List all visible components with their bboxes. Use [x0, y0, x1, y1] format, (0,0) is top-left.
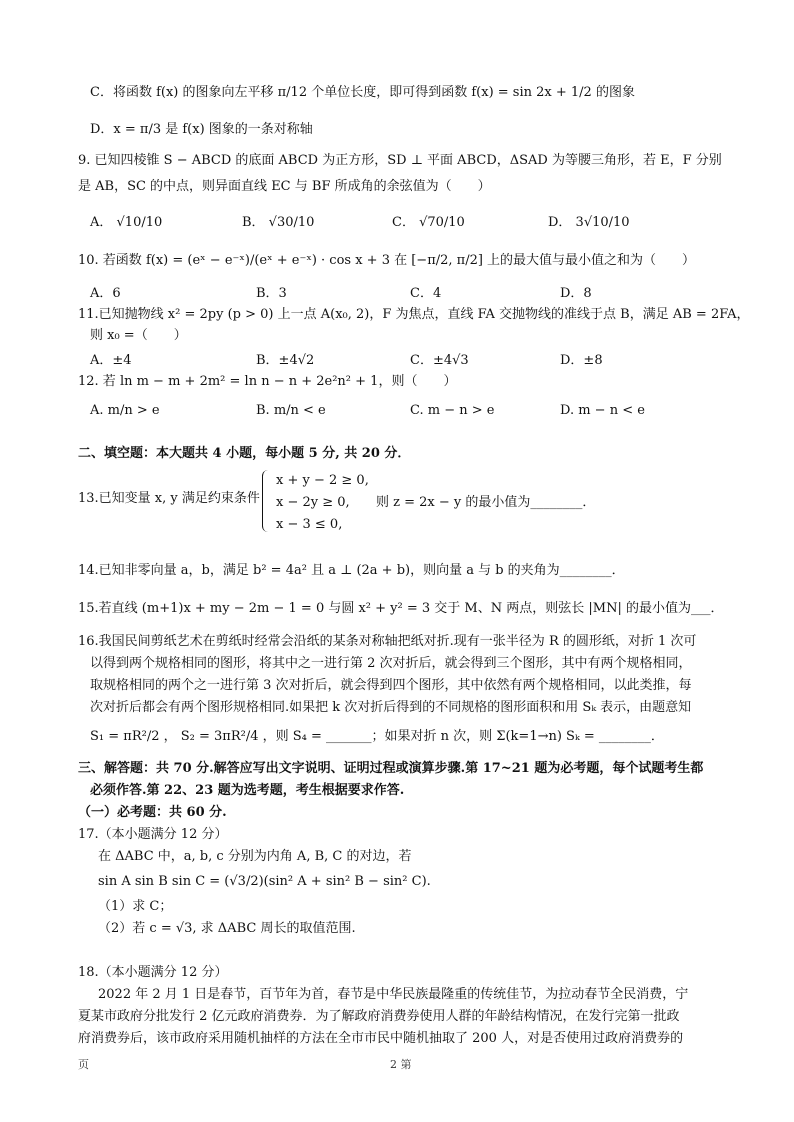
- constraint-1: x + y − 2 ≥ 0,: [276, 473, 369, 488]
- question-16-line-2: 以得到两个规格相同的图形，将其中之一进行第 2 次对折后，就会得到三个图形，其中有两个规格相同，: [90, 656, 692, 671]
- question-16-line-5: S₁ = πR²/2 ， S₂ = 3πR²/4 ，则 S₄ = _______；如果对折 n 次，则 Σ(k=1→n) Sₖ = ________．: [90, 729, 664, 744]
- q11-option-d: D．±8: [560, 353, 603, 368]
- question-10: 10. 若函数 f(x) = (eˣ − e⁻ˣ)/(eˣ + e⁻ˣ) · cos x + 3 在 [−π/2, π/2] 上的最大值与最小值之和为（ ）: [78, 253, 696, 268]
- question-18-line-2: 夏某市政府分批发行 2 亿元政府消费券．为了解政府消费券使用人群的年龄结构情况，在发行完第一批政: [78, 1009, 680, 1024]
- question-9: 9. 已知四棱锥 S − ABCD 的底面 ABCD 为正方形，SD ⊥ 平面 ABCD，ΔSAD 为等腰三角形，若 E，F 分别: [78, 153, 722, 168]
- footer-left: 页: [78, 1058, 89, 1071]
- option-8d: D．x = π/3 是 f(x) 图象的一条对称轴: [90, 122, 313, 137]
- section-3-heading-cont: 必须作答.第 22、23 题为选考题，考生根据要求作答.: [90, 783, 405, 798]
- question-13: 13.已知变量 x, y 满足约束条件: [78, 491, 260, 506]
- question-11: 11.已知抛物线 x² = 2py (p > 0) 上一点 A(x₀, 2)，F 为焦点，直线 FA 交抛物线的准线于点 B，满足 AB = 2FA，: [78, 307, 750, 322]
- question-13-objective: 则 z = 2x − y 的最小值为________．: [376, 495, 596, 510]
- q12-option-d: D. m − n < e: [560, 403, 645, 418]
- q11-option-c: C．±4√3: [410, 353, 469, 368]
- constraint-3: x − 3 ≤ 0,: [276, 517, 343, 532]
- q9-option-d: D． 3√10/10: [548, 215, 630, 230]
- q12-option-a: A. m/n > e: [90, 403, 160, 418]
- question-16-line-1: 16.我国民间剪纸艺术在剪纸时经常会沿纸的某条对称轴把纸对折.现有一张半径为 R 的圆形纸，对折 1 次可: [78, 634, 697, 649]
- question-12: 12. 若 ln m − m + 2m² = ln n − n + 2e²n² + 1，则（ ）: [78, 374, 457, 389]
- question-11-cont: 则 x₀ =（ ）: [90, 328, 187, 343]
- q11-option-a: A．±4: [90, 353, 132, 368]
- question-18-line-3: 府消费券后，该市政府采用随机抽样的方法在全市市民中随机抽取了 200 人，对是否使用过政府消费券的: [78, 1031, 684, 1046]
- question-16-line-3: 取规格相同的两个之一进行第 3 次对折后，就会得到四个图形，其中依然有两个规格相同，以此类推，每: [90, 678, 692, 693]
- q12-option-b: B. m/n < e: [256, 403, 326, 418]
- question-16-line-4: 次对折后都会有两个图形规格相同.如果把 k 次对折后得到的不同规格的图形面积和用 Sₖ 表示，由题意知: [90, 700, 692, 715]
- question-9-cont: 是 AB，SC 的中点，则异面直线 EC 与 BF 所成角的余弦值为（ ）: [78, 179, 491, 194]
- q9-option-a: A． √10/10: [90, 215, 163, 230]
- question-17-part-1: （1）求 C；: [98, 899, 173, 914]
- question-18-line-1: 2022 年 2 月 1 日是春节，百节年为首，春节是中华民族最隆重的传统佳节，为拉动春节全民消费，宁: [98, 987, 689, 1002]
- q12-option-c: C. m − n > e: [410, 403, 495, 418]
- footer-page-number: 2 第: [390, 1058, 412, 1071]
- option-8c: C．将函数 f(x) 的图象向左平移 π/12 个单位长度，即可得到函数 f(x) = sin 2x + 1/2 的图象: [90, 85, 635, 100]
- section-2-heading: 二、填空题：本大题共 4 小题，每小题 5 分, 共 20 分．: [78, 446, 411, 461]
- section-3-heading: 三、解答题：共 70 分.解答应写出文字说明、证明过程或演算步骤.第 17~21 题为必考题，每个试题考生都: [78, 761, 704, 776]
- brace: [262, 470, 271, 532]
- q10-option-b: B．3: [256, 286, 287, 301]
- q10-option-a: A．6: [90, 286, 121, 301]
- question-17-part-2: （2）若 c = √3, 求 ΔABC 周长的取值范围.: [98, 921, 356, 936]
- question-17-title: 17.（本小题满分 12 分）: [78, 827, 228, 842]
- question-17-formula: sin A sin B sin C = (√3/2)(sin² A + sin² B − sin² C).: [98, 874, 431, 889]
- q9-option-b: B． √30/10: [242, 215, 315, 230]
- question-17-stem: 在 ΔABC 中，a, b, c 分别为内角 A, B, C 的对边，若: [98, 849, 412, 864]
- question-15: 15.若直线 (m+1)x + my − 2m − 1 = 0 与圆 x² + y² = 3 交于 M、N 两点，则弦长 |MN| 的最小值为___．: [78, 601, 724, 616]
- q10-option-c: C．4: [410, 286, 442, 301]
- constraint-2: x − 2y ≥ 0,: [276, 495, 350, 510]
- q10-option-d: D．8: [560, 286, 592, 301]
- required-heading: （一）必考题：共 60 分.: [78, 805, 227, 820]
- question-18-title: 18.（本小题满分 12 分）: [78, 965, 228, 980]
- question-14: 14.已知非零向量 a，b，满足 b² = 4a² 且 a ⊥ (2a + b)，则向量 a 与 b 的夹角为________．: [78, 563, 625, 578]
- q9-option-c: C． √70/10: [392, 215, 465, 230]
- q11-option-b: B．±4√2: [256, 353, 315, 368]
